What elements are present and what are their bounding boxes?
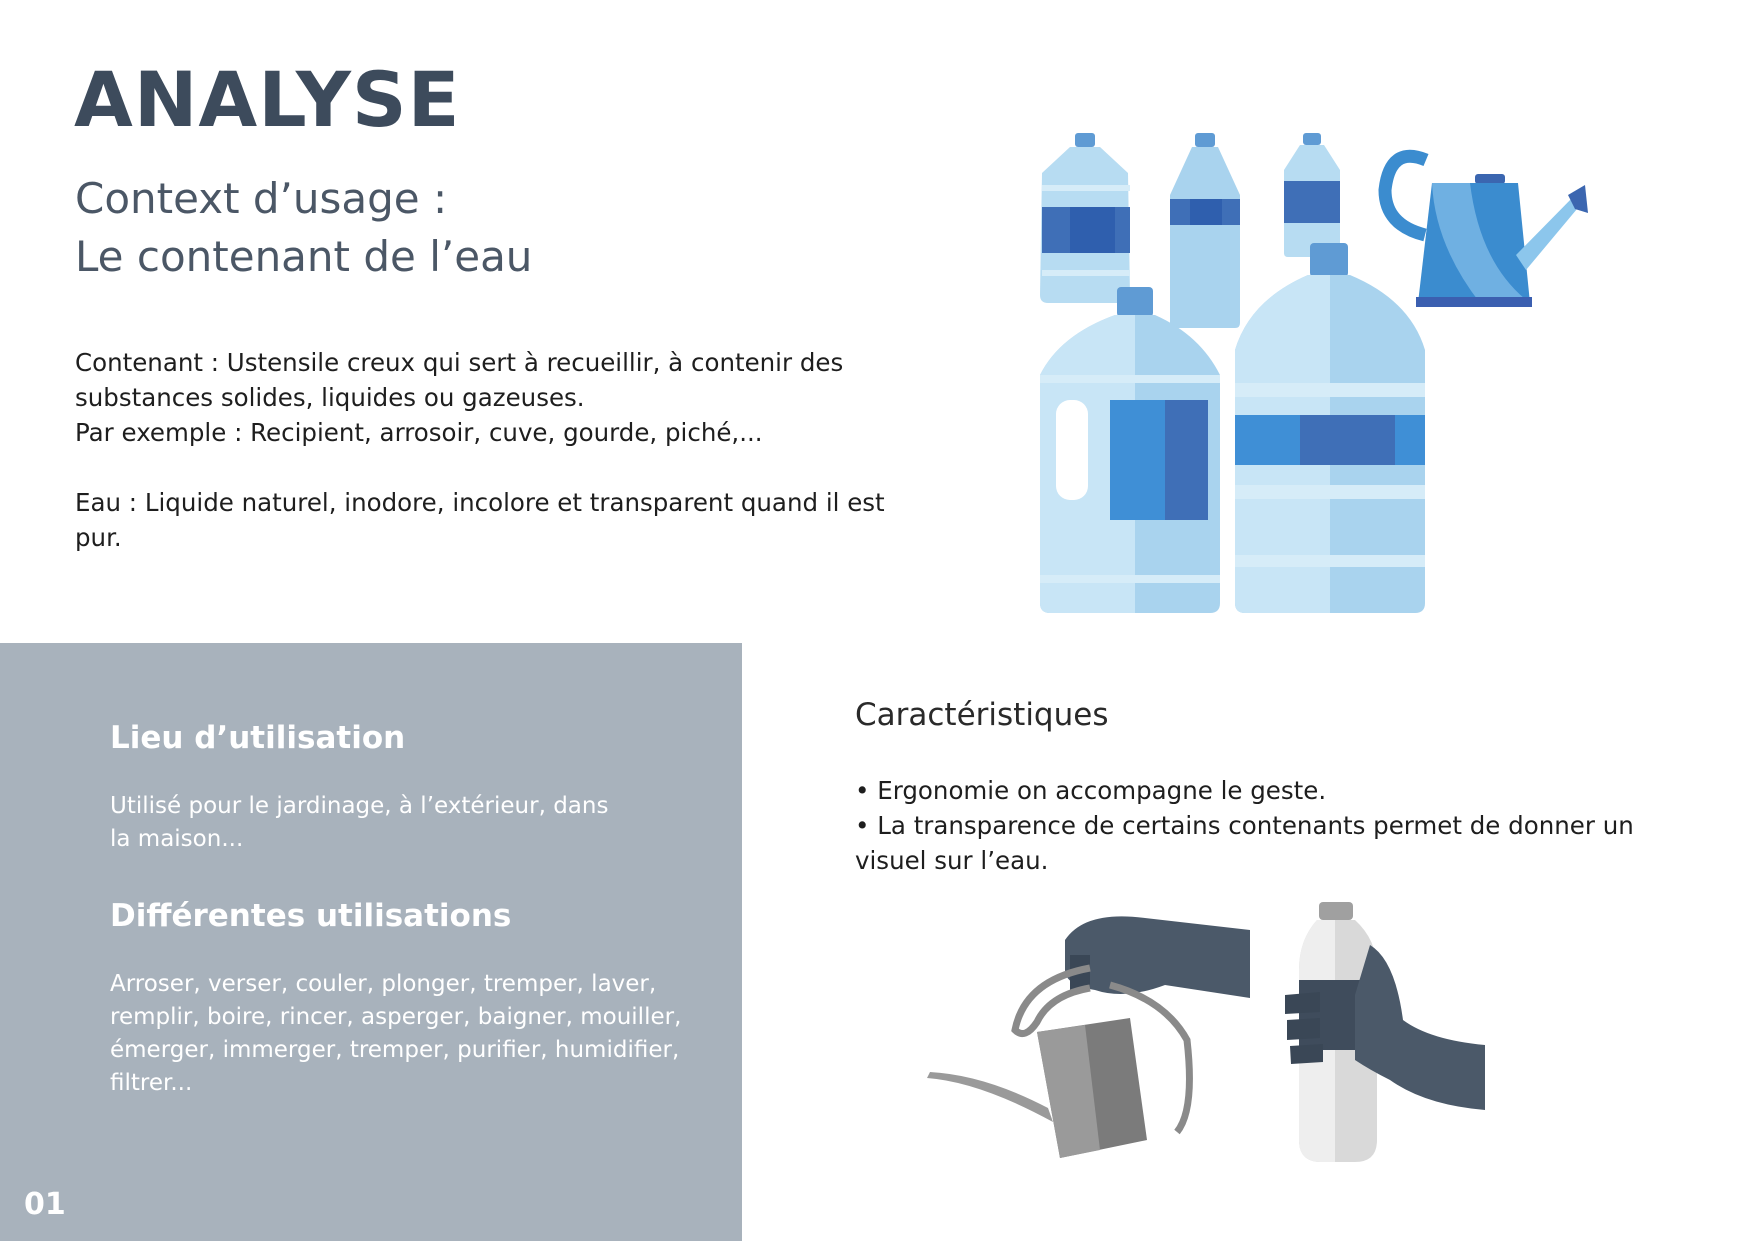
hand-holding-bottle-image <box>1285 902 1485 1162</box>
page-subtitle <box>75 170 532 286</box>
watering-can-icon <box>1385 156 1588 307</box>
caracteristiques-heading: Caractéristiques <box>855 697 1109 733</box>
water-containers-illustration <box>1040 125 1600 625</box>
usage-panel <box>0 643 742 1241</box>
list-item: • Ergonomie on accompagne le geste. <box>855 773 1655 808</box>
caracteristiques-list <box>855 773 1655 878</box>
water-bottle-icon <box>1040 133 1130 303</box>
lieu-heading: Lieu d’utilisation <box>110 720 406 756</box>
subtitle-line-2: Le contenant de l’eau <box>75 232 533 281</box>
water-jug-icon <box>1235 243 1425 613</box>
definition-contenant: Contenant : Ustensile creux qui sert à recueillir, à contenir des substances solides, liquides ou gazeuses. Par exemple : Recipient, arrosoir, cuve, gourde, piché,... <box>75 348 844 447</box>
utilisations-heading: Différentes utilisations <box>110 898 512 934</box>
water-bottle-icon <box>1170 133 1240 328</box>
definition-eau: Eau : Liquide naturel, inodore, incolore et transparent quand il est pur. <box>75 488 885 552</box>
page-title: ANALYSE <box>74 55 461 144</box>
usage-photos <box>925 900 1505 1180</box>
lieu-text: Utilisé pour le jardinage, à l’extérieur, dans la maison... <box>110 793 609 852</box>
utilisations-text: Arroser, verser, couler, plonger, tremper, laver, remplir, boire, rincer, asperger, baigner, mouiller, émerger, immerger, tremper, purifier, humidifier, filtrer... <box>110 971 682 1096</box>
water-jug-icon <box>1040 287 1220 613</box>
water-bottle-icon <box>1284 133 1340 257</box>
definitions <box>75 345 935 555</box>
definition-exemple: Par exemple : Recipient, arrosoir, cuve, gourde, piché,... <box>75 418 763 447</box>
subtitle-line-1: Context d’usage : <box>75 174 448 223</box>
hand-holding-watering-can-image <box>927 916 1250 1158</box>
list-item: • La transparence de certains contenants permet de donner un visuel sur l’eau. <box>855 808 1655 878</box>
page-number: 01 <box>24 1187 66 1222</box>
